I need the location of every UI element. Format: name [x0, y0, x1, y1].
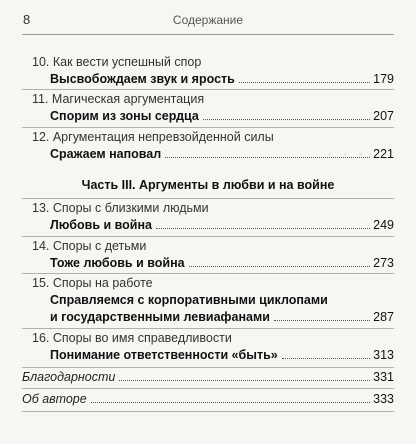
leader-dots	[274, 320, 370, 321]
toc-entry-11[interactable]	[22, 91, 394, 125]
entry-subtitle: Тоже любовь и война	[50, 256, 185, 270]
toc-entry-16[interactable]	[22, 330, 394, 364]
divider	[22, 388, 394, 389]
entry-page: 313	[373, 348, 394, 362]
toc-entry-10[interactable]	[22, 54, 394, 88]
divider	[22, 411, 394, 412]
entry-topic: 13. Споры с близкими людьми	[32, 201, 209, 215]
entry-page: 287	[373, 310, 394, 324]
part-heading: Часть III. Аргументы в любви и на войне	[81, 178, 335, 192]
divider	[22, 127, 394, 128]
divider	[22, 273, 394, 274]
toc-entry-13[interactable]	[22, 200, 394, 234]
toc-entry-acknowledgements[interactable]	[22, 370, 394, 385]
leader-dots	[91, 402, 370, 403]
entry-subtitle: Спорим из зоны сердца	[50, 109, 199, 123]
leader-dots	[239, 82, 370, 83]
entry-page: 207	[373, 109, 394, 123]
entry-label: Благодарности	[22, 370, 116, 384]
entry-subtitle-line-1: Справляемся с корпоративными циклопами	[50, 293, 328, 307]
entry-page: 221	[373, 147, 394, 161]
entry-page: 179	[373, 72, 394, 86]
divider	[22, 236, 394, 237]
entry-label: Об авторе	[22, 392, 87, 406]
running-title: Содержание	[172, 13, 244, 27]
divider	[22, 89, 394, 90]
entry-topic: 11. Магическая аргументация	[32, 92, 205, 106]
entry-page: 273	[373, 256, 394, 270]
entry-subtitle: Высвобождаем звук и ярость	[50, 72, 235, 86]
toc-entry-15[interactable]	[22, 275, 394, 326]
leader-dots	[165, 157, 370, 158]
divider	[22, 328, 394, 329]
entry-page: 249	[373, 218, 394, 232]
leader-dots	[282, 358, 370, 359]
entry-topic: 12. Аргументация непревзойденной силы	[32, 130, 274, 144]
leader-dots	[156, 228, 370, 229]
entry-subtitle: Понимание ответственности «быть»	[50, 348, 278, 362]
entry-topic: 15. Споры на работе	[32, 276, 153, 290]
page-number: 8	[23, 12, 31, 27]
divider	[22, 367, 394, 368]
leader-dots	[203, 119, 370, 120]
entry-topic: 10. Как вести успешный спор	[32, 55, 202, 69]
divider	[22, 198, 394, 199]
entry-topic: 14. Споры с детьми	[32, 239, 147, 253]
leader-dots	[189, 266, 371, 267]
header-rule	[22, 34, 394, 35]
entry-page: 333	[373, 392, 394, 406]
page-header	[0, 12, 416, 32]
toc-entry-14[interactable]	[22, 238, 394, 272]
leader-dots	[119, 380, 370, 381]
entry-subtitle-line-2: и государственными левиафанами	[50, 310, 270, 324]
entry-page: 331	[373, 370, 394, 384]
toc-entry-about-author[interactable]	[22, 392, 394, 407]
toc-entry-12[interactable]	[22, 129, 394, 163]
entry-subtitle: Сражаем наповал	[50, 147, 162, 161]
entry-subtitle: Любовь и война	[50, 218, 152, 232]
bleed-through-text: · · ·	[326, 142, 366, 167]
entry-topic: 16. Споры во имя справедливости	[32, 331, 232, 345]
